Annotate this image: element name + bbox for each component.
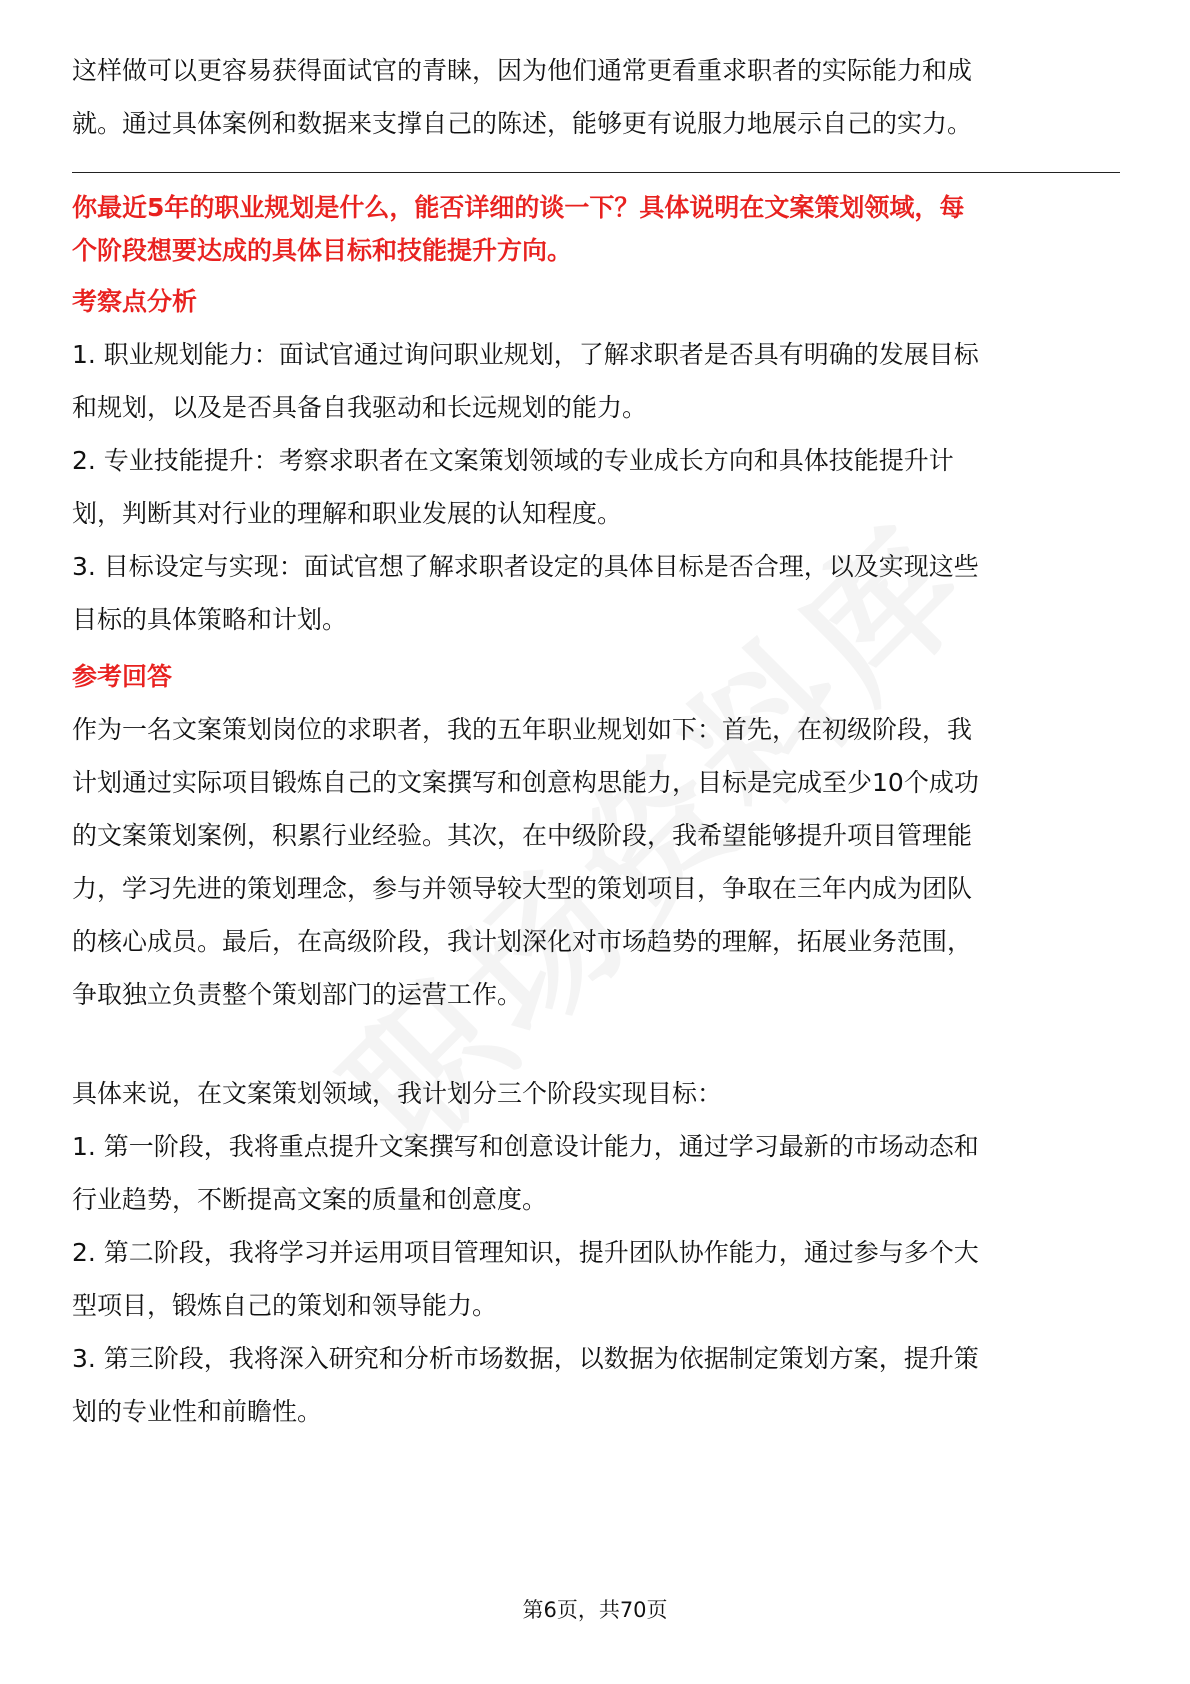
- answer-paragraph-2: [72, 1067, 1120, 1438]
- answer-line: 行业趋势，不断提高文案的质量和创意度。: [72, 1185, 548, 1214]
- analysis-line: 目标的具体策略和计划。: [72, 605, 348, 634]
- analysis-line: 2. 专业技能提升：考察求职者在文案策划领域的专业成长方向和具体技能提升计: [72, 446, 954, 475]
- analysis-line: 划，判断其对行业的理解和职业发展的认知程度。: [72, 499, 623, 528]
- paragraph-gap: [72, 1021, 1120, 1067]
- analysis-section: [72, 275, 1120, 646]
- answer-section: [72, 650, 1120, 1438]
- intro-line: 这样做可以更容易获得面试官的青睐，因为他们通常更看重求职者的实际能力和成: [72, 56, 973, 85]
- answer-line: 作为一名文案策划岗位的求职者，我的五年职业规划如下：首先，在初级阶段，我: [72, 715, 973, 744]
- answer-line: 的文案策划案例，积累行业经验。其次，在中级阶段，我希望能够提升项目管理能: [72, 821, 973, 850]
- answer-line: 3. 第三阶段，我将深入研究和分析市场数据，以数据为依据制定策划方案，提升策: [72, 1344, 979, 1373]
- intro-line: 就。通过具体案例和数据来支撑自己的陈述，能够更有说服力地展示自己的实力。: [72, 109, 973, 138]
- answer-line: 计划通过实际项目锻炼自己的文案撰写和创意构思能力，目标是完成至少10个成功: [72, 768, 979, 797]
- intro-paragraph: [72, 44, 1120, 150]
- answer-line: 力，学习先进的策划理念，参与并领导较大型的策划项目，争取在三年内成为团队: [72, 874, 973, 903]
- answer-line: 争取独立负责整个策划部门的运营工作。: [72, 980, 523, 1009]
- answer-line: 2. 第二阶段，我将学习并运用项目管理知识，提升团队协作能力，通过参与多个大: [72, 1238, 979, 1267]
- section-divider: [72, 172, 1120, 173]
- answer-line: 划的专业性和前瞻性。: [72, 1397, 323, 1426]
- answer-heading: 参考回答: [72, 662, 173, 691]
- answer-line: 1. 第一阶段，我将重点提升文案撰写和创意设计能力，通过学习最新的市场动态和: [72, 1132, 979, 1161]
- question-line: 你最近5年的职业规划是什么，能否详细的谈一下？具体说明在文案策划领域，每: [72, 193, 965, 222]
- analysis-line: 3. 目标设定与实现：面试官想了解求职者设定的具体目标是否合理，以及实现这些: [72, 552, 979, 581]
- page-content: [72, 44, 1120, 1438]
- analysis-heading: 考察点分析: [72, 287, 198, 316]
- analysis-line: 1. 职业规划能力：面试官通过询问职业规划，了解求职者是否具有明确的发展目标: [72, 340, 979, 369]
- question: [72, 189, 1120, 269]
- page-number: 第6页，共70页: [522, 1598, 668, 1622]
- answer-line: 型项目，锻炼自己的策划和领导能力。: [72, 1291, 498, 1320]
- answer-line: 具体来说，在文案策划领域，我计划分三个阶段实现目标：: [72, 1079, 723, 1108]
- question-line: 个阶段想要达成的具体目标和技能提升方向。: [72, 236, 573, 265]
- analysis-line: 和规划，以及是否具备自我驱动和长远规划的能力。: [72, 393, 648, 422]
- answer-paragraph-1: [72, 703, 1120, 1021]
- answer-line: 的核心成员。最后，在高级阶段，我计划深化对市场趋势的理解，拓展业务范围，: [72, 927, 973, 956]
